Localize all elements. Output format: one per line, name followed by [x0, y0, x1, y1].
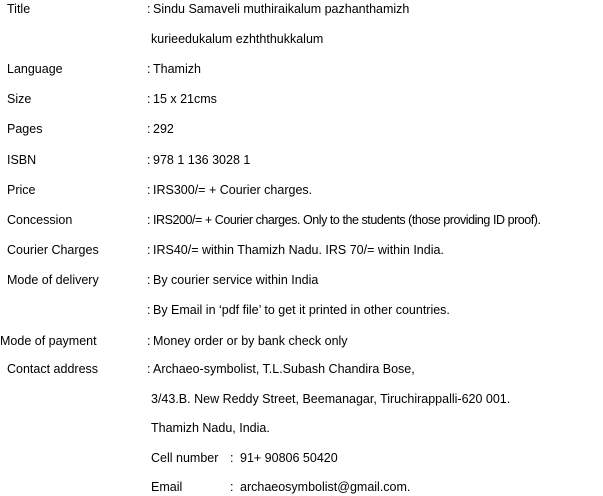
price-label: Price: [7, 183, 36, 197]
mode-of-delivery-separator: :: [147, 273, 151, 287]
pages-label: Pages: [7, 122, 43, 136]
email-separator: :: [230, 480, 234, 494]
contact-address-label: Contact address: [7, 362, 99, 376]
size-label: Size: [7, 92, 32, 106]
mode-of-payment-value: Money order or by bank check only: [153, 334, 348, 348]
isbn-value: 978 1 136 3028 1: [153, 153, 251, 167]
mode-of-delivery-value-line2: By Email in ‘pdf file’ to get it printed in other countries.: [153, 303, 450, 317]
mode-of-delivery-label: Mode of delivery: [7, 273, 99, 287]
contact-address-separator: :: [147, 362, 151, 376]
language-value: Thamizh: [153, 62, 201, 76]
pages-separator: :: [147, 122, 151, 136]
contact-address-line3: Thamizh Nadu, India.: [151, 421, 270, 435]
contact-address-value: Archaeo-symbolist, T.L.Subash Chandira Bose,: [153, 362, 415, 376]
mode-of-payment-separator: :: [147, 334, 151, 348]
title-label: Title: [7, 2, 31, 16]
courier-charges-label: Courier Charges: [7, 243, 99, 257]
price-value: IRS300/= + Courier charges.: [153, 183, 313, 197]
email-label: Email: [151, 480, 183, 494]
size-separator: :: [147, 92, 151, 106]
pages-value: 292: [153, 122, 174, 136]
cell-number-value: 91+ 90806 50420: [240, 451, 338, 465]
language-label: Language: [7, 62, 63, 76]
title-value-line2: kurieedukalum ezhththukkalum: [151, 32, 324, 46]
mode-of-payment-label: Mode of payment: [0, 334, 97, 348]
cell-number-separator: :: [230, 451, 234, 465]
mode-of-delivery-separator-2: :: [147, 303, 151, 317]
contact-address-line2: 3/43.B. New Reddy Street, Beemanagar, Tiruchirappalli-620 001.: [151, 392, 511, 406]
courier-charges-value: IRS40/= within Thamizh Nadu. IRS 70/= within India.: [153, 243, 444, 257]
mode-of-delivery-value: By courier service within India: [153, 273, 319, 287]
size-value: 15 x 21cms: [153, 92, 217, 106]
email-value[interactable]: archaeosymbolist@gmail.com.: [240, 480, 411, 494]
courier-charges-separator: :: [147, 243, 151, 257]
concession-value: IRS200/= + Courier charges. Only to the students (those providing ID proof).: [153, 213, 541, 227]
price-separator: :: [147, 183, 151, 197]
concession-separator: :: [147, 213, 151, 227]
title-separator: :: [147, 2, 151, 16]
isbn-label: ISBN: [7, 153, 37, 167]
cell-number-label: Cell number: [151, 451, 219, 465]
isbn-separator: :: [147, 153, 151, 167]
title-value: Sindu Samaveli muthiraikalum pazhanthamizh: [153, 2, 410, 16]
language-separator: :: [147, 62, 151, 76]
concession-label: Concession: [7, 213, 73, 227]
